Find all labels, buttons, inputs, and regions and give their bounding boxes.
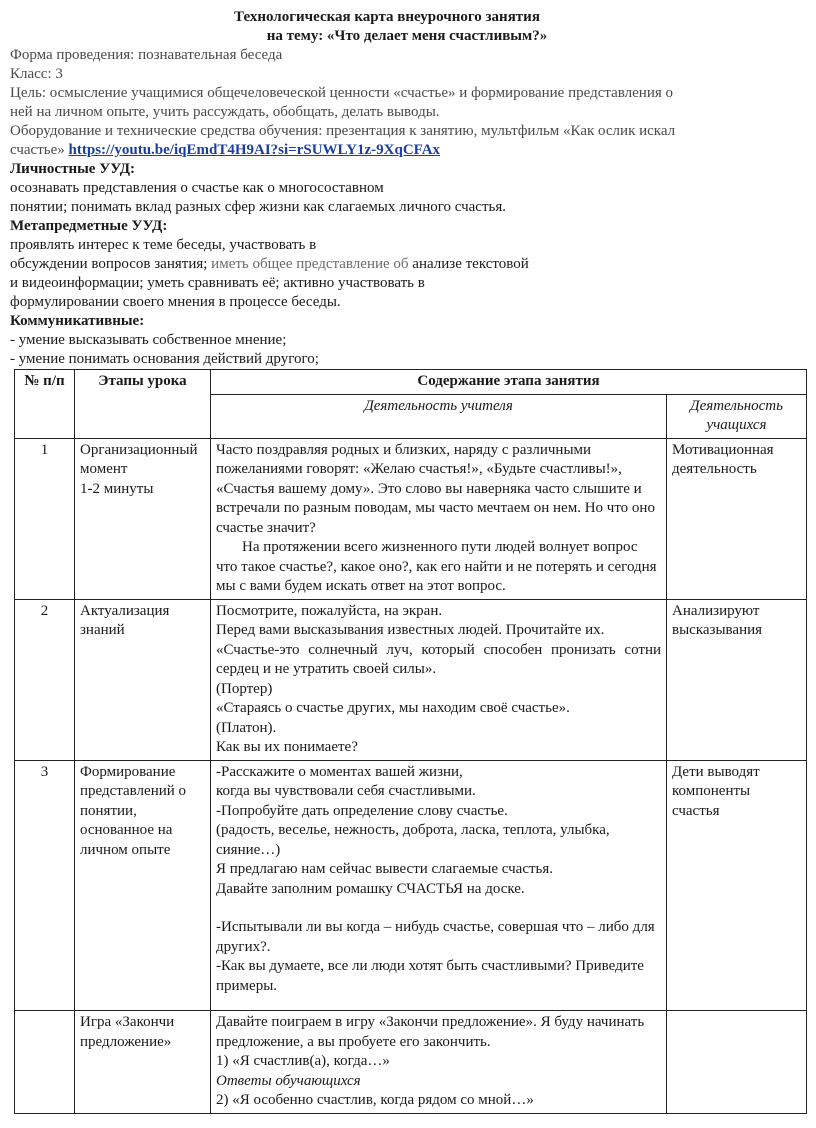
teacher-text: когда вы чувствовали себя счастливыми. [216, 783, 476, 799]
meta-uud-line-3: и видеоинформации; уметь сравнивать её; активно участвовать в [10, 275, 425, 291]
teacher-text: Как вы их понимаете? [216, 739, 358, 755]
col-header-content: Содержание этапа занятия [211, 370, 807, 395]
row-number [15, 1011, 75, 1114]
video-link[interactable]: https://youtu.be/iqEmdT4H9AI?si=rSUWLY1z-9XqCFAx [68, 142, 441, 158]
teacher-text: (Платон). [216, 719, 277, 736]
table-header-row [15, 370, 807, 395]
col-header-num: № п/п [15, 370, 75, 439]
col-header-students: Деятельность учащихся [667, 394, 807, 438]
table-row [15, 1011, 807, 1114]
teacher-cell [211, 760, 667, 1011]
teacher-text: «Стараясь о счастье других, мы находим своё счастье». [216, 700, 570, 716]
row-number: 3 [15, 760, 75, 1011]
students-cell: Анализируют высказывания [667, 599, 807, 760]
meta-uud-heading: Метапредметные УУД: [10, 218, 168, 234]
table-row [15, 438, 807, 599]
teacher-text: Ответы обучающихся [216, 1072, 361, 1089]
personal-uud-line-1: осознавать представления о счастье как о многосоставном [10, 180, 384, 196]
equipment-line-2 [10, 141, 804, 160]
students-cell: Мотивационная деятельность [667, 438, 807, 599]
lesson-table [14, 369, 807, 1114]
teacher-text: Посмотрите, пожалуйста, на экран. [216, 602, 443, 619]
teacher-text: Часто поздравляя родных и близких, наряду с различными пожеланиями говорят: «Желаю счастья!», «Будьте счастливы!», «Счастья вашему дому». Это слово вы наверняка часто слышите и встречали по разным поводам, мы часто мечтаем он нем. Но что оно счастье значит? [216, 441, 655, 536]
meta-uud-line-2c: анализе текстовой [408, 256, 529, 272]
teacher-text: -Испытывали ли вы когда – нибудь счастье, совершая что – либо для других?. [216, 919, 655, 955]
meta-uud-line-2 [10, 255, 804, 274]
stage-name: Игра «Закончи предложение» [75, 1011, 211, 1114]
meta-uud-line-2b: иметь общее представление об [211, 256, 409, 272]
teacher-text: (радость, веселье, нежность, доброта, ласка, теплота, улыбка, сияние…) [216, 822, 610, 858]
goal-line-1: Цель: осмысление учащимися общечеловеческой ценности «счастье» и формирование представления о [10, 85, 673, 101]
teacher-cell [211, 438, 667, 599]
stage-duration: 1-2 минуты [80, 480, 154, 497]
comm-uud-line-1: - умение высказывать собственное мнение; [10, 332, 287, 348]
teacher-text: 1) «Я счастлив(а), когда…» [216, 1053, 390, 1069]
teacher-text: Давайте поиграем в игру «Закончи предложение». Я буду начинать предложение, а вы пробуете его закончить. [216, 1014, 645, 1050]
stage-cell [75, 438, 211, 599]
title-line-2: на тему: «Что делает меня счастливым?» [266, 28, 548, 44]
teacher-text: Давайте заполним ромашку СЧАСТЬЯ на доске. [216, 880, 525, 897]
personal-uud-line-2: понятии; понимать вклад разных сфер жизни как слагаемых личного счастья. [10, 199, 507, 215]
teacher-text: (Портер) [216, 680, 273, 697]
col-header-stage: Этапы урока [75, 370, 211, 439]
title-line-1: Технологическая карта внеурочного занятия [234, 9, 540, 25]
meta-uud-line-2a: обсуждении вопросов занятия; [10, 256, 212, 272]
teacher-text: -Как вы думаете, все ли люди хотят быть счастливыми? Приведите примеры. [216, 958, 644, 994]
meta-uud-line-4: формулировании своего мнения в процессе беседы. [10, 294, 341, 310]
students-cell: Дети выводят компоненты счастья [667, 760, 807, 1011]
students-cell [667, 1011, 807, 1114]
comm-uud-heading: Коммуникативные: [10, 313, 145, 329]
stage-name: Организационный момент [80, 441, 198, 477]
teacher-text: -Попробуйте дать определение слову счастье. [216, 802, 508, 819]
stage-name: Актуализация знаний [75, 599, 211, 760]
teacher-cell [211, 1011, 667, 1114]
table-row [15, 599, 807, 760]
meta-uud-line-1: проявлять интерес к теме беседы, участвовать в [10, 237, 317, 253]
teacher-text: Перед вами высказывания известных людей. Прочитайте их. [216, 622, 605, 638]
comm-uud-line-2: - умение понимать основания действий другого; [10, 351, 319, 367]
col-header-teacher: Деятельность учителя [211, 394, 667, 438]
teacher-text: Я предлагаю нам сейчас вывести слагаемые счастья. [216, 861, 554, 877]
row-number: 1 [15, 438, 75, 599]
spacer [216, 996, 661, 1008]
teacher-cell [211, 599, 667, 760]
row-number: 2 [15, 599, 75, 760]
equipment-line-1: Оборудование и технические средства обучения: презентация к занятию, мультфильм «Как ослик искал [10, 123, 676, 139]
teacher-text: -Расскажите о моментах вашей жизни, [216, 763, 463, 780]
goal-line-2: ней на личном опыте, учить рассуждать, обобщать, делать выводы. [10, 104, 440, 120]
personal-uud-heading: Личностные УУД: [10, 161, 136, 177]
table-row [15, 760, 807, 1011]
spacer [216, 899, 661, 918]
teacher-text: «Счастье-это солнечный луч, который способен пронизать сотни сердец и не утратить своей силы». [216, 641, 661, 677]
stage-name: Формирование представлений о понятии, основанное на личном опыте [75, 760, 211, 1011]
grade-line: Класс: 3 [10, 66, 63, 82]
teacher-text: 2) «Я особенно счастлив, когда рядом со мной…» [216, 1092, 534, 1108]
teacher-text: На протяжении всего жизненного пути людей волнует вопрос что такое счастье?, какое оно?, как его найти и не потерять и сегодня мы с вами будем искать ответ на этот вопрос. [216, 539, 657, 594]
equipment-prefix: счастье» [10, 142, 69, 158]
form-line: Форма проведения: познавательная беседа [10, 47, 283, 63]
